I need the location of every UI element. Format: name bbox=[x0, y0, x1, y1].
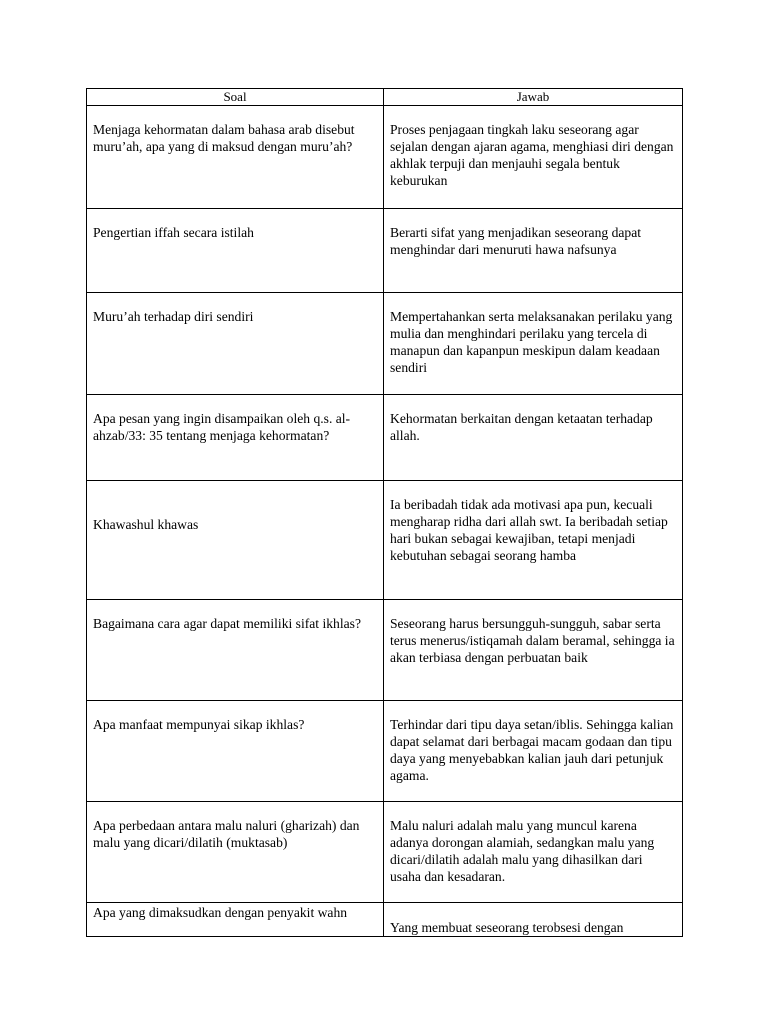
table-row bbox=[87, 106, 683, 209]
question-text: Bagaimana cara agar dapat memiliki sifat ikhlas? bbox=[93, 616, 361, 631]
table-row bbox=[87, 701, 683, 802]
answer-text: Kehormatan berkaitan dengan ketaatan terhadap allah. bbox=[390, 411, 653, 443]
header-question: Soal bbox=[87, 89, 384, 106]
table-row bbox=[87, 802, 683, 903]
answer-text: Berarti sifat yang menjadikan seseorang dapat menghindar dari menuruti hawa nafsunya bbox=[390, 225, 642, 257]
question-text: Muru’ah terhadap diri sendiri bbox=[93, 309, 254, 324]
answer-text: Malu naluri adalah malu yang muncul karena adanya dorongan alamiah, sedangkan malu yang dicari/dilatih adalah malu yang dihasilkan dari usaha dan kesadaran. bbox=[390, 818, 655, 884]
table-row bbox=[87, 293, 683, 395]
answer-cell bbox=[384, 481, 683, 600]
answer-text: Yang membuat seseorang terobsesi dengan bbox=[390, 920, 624, 935]
table-row bbox=[87, 600, 683, 701]
question-text: Pengertian iffah secara istilah bbox=[93, 225, 254, 240]
answer-cell bbox=[384, 903, 683, 937]
answer-cell bbox=[384, 293, 683, 395]
answer-cell bbox=[384, 209, 683, 293]
answer-cell bbox=[384, 701, 683, 802]
answer-text: Mempertahankan serta melaksanakan perilaku yang mulia dan menghindari perilaku yang tercela di manapun dan kapanpun meskipun dalam keadaan sendiri bbox=[390, 309, 673, 375]
question-cell bbox=[87, 106, 384, 209]
answer-text: Seseorang harus bersungguh-sungguh, sabar serta terus menerus/istiqamah dalam beramal, sehingga ia akan terbiasa dengan perbuatan baik bbox=[390, 616, 675, 665]
table-row bbox=[87, 903, 683, 937]
question-cell bbox=[87, 802, 384, 903]
question-cell bbox=[87, 293, 384, 395]
header-answer: Jawab bbox=[384, 89, 683, 106]
table-header-row bbox=[87, 89, 683, 106]
answer-cell bbox=[384, 802, 683, 903]
answer-text: Terhindar dari tipu daya setan/iblis. Sehingga kalian dapat selamat dari berbagai macam godaan dan tipu daya yang menyebabkan kalian jauh dari petunjuk agama. bbox=[390, 717, 674, 783]
answer-cell bbox=[384, 106, 683, 209]
question-text: Apa yang dimaksudkan dengan penyakit wahn bbox=[93, 905, 348, 920]
question-cell bbox=[87, 395, 384, 481]
answer-cell bbox=[384, 395, 683, 481]
question-cell bbox=[87, 600, 384, 701]
question-text: Khawashul khawas bbox=[93, 517, 199, 532]
table-row bbox=[87, 481, 683, 600]
table-row bbox=[87, 395, 683, 481]
question-cell bbox=[87, 903, 384, 937]
question-cell bbox=[87, 481, 384, 600]
qa-table bbox=[86, 88, 683, 937]
answer-text: Ia beribadah tidak ada motivasi apa pun, kecuali mengharap ridha dari allah swt. Ia beribadah setiap hari bukan sebagai kewajiban, tetapi menjadi kebutuhan sebagai seorang hamba bbox=[390, 497, 668, 563]
question-text: Apa pesan yang ingin disampaikan oleh q.s. al-ahzab/33: 35 tentang menjaga kehormatan? bbox=[93, 411, 351, 443]
answer-cell bbox=[384, 600, 683, 701]
answer-text: Proses penjagaan tingkah laku seseorang agar sejalan dengan ajaran agama, menghiasi diri dengan akhlak terpuji dan menjauhi segala bentuk keburukan bbox=[390, 122, 674, 188]
question-text: Menjaga kehormatan dalam bahasa arab disebut muru’ah, apa yang di maksud dengan muru’ah? bbox=[93, 122, 355, 154]
table-row bbox=[87, 209, 683, 293]
question-cell bbox=[87, 701, 384, 802]
question-cell bbox=[87, 209, 384, 293]
question-text: Apa perbedaan antara malu naluri (gharizah) dan malu yang dicari/dilatih (muktasab) bbox=[93, 818, 360, 850]
question-text: Apa manfaat mempunyai sikap ikhlas? bbox=[93, 717, 305, 732]
